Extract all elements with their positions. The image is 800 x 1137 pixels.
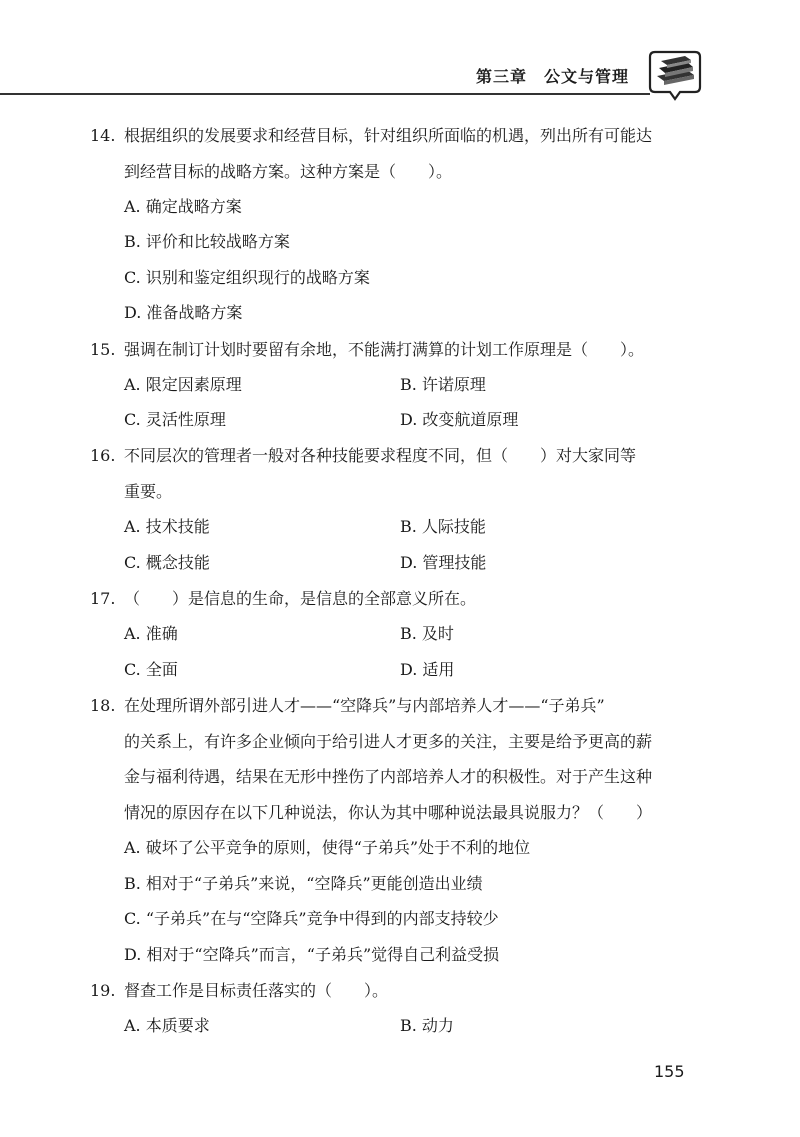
question-number: 17. (90, 589, 116, 608)
question-18-line-3: 金与福利待遇，结果在无形中挫伤了内部培养人才的积极性。对于产生这种 (124, 767, 653, 786)
question-15-line-1 (90, 340, 644, 360)
option-a: A. 限定因素原理 (124, 375, 242, 394)
question-text: （ ）是信息的生命，是信息的全部意义所在。 (124, 589, 477, 608)
question-14-line-2: 到经营目标的战略方案。这种方案是（ ）。 (124, 162, 453, 181)
question-number: 19. (90, 981, 116, 1000)
option-a: A. 本质要求 (124, 1016, 210, 1035)
question-text: 根据组织的发展要求和经营目标，针对组织所面临的机遇，列出所有可能达 (124, 126, 653, 145)
question-16-line-2: 重要。 (124, 482, 173, 501)
question-text: 不同层次的管理者一般对各种技能要求程度不同，但（ ）对大家同等 (124, 446, 637, 465)
option-b: B. 动力 (400, 1016, 454, 1035)
option-d: D. 相对于“空降兵”而言，“子弟兵”觉得自己利益受损 (124, 945, 500, 964)
option-d: D. 改变航道原理 (400, 410, 519, 429)
option-a: A. 技术技能 (124, 517, 210, 536)
option-c: C. “子弟兵”在与“空降兵”竞争中得到的内部支持较少 (124, 909, 499, 928)
option-d: D. 管理技能 (400, 553, 487, 572)
question-17-line-1 (90, 589, 476, 609)
option-c: C. 概念技能 (124, 553, 210, 572)
question-number: 16. (90, 446, 116, 465)
option-a: A. 准确 (124, 624, 178, 643)
question-19-line-1 (90, 981, 388, 1001)
question-text: 强调在制订计划时要留有余地，不能满打满算的计划工作原理是（ ）。 (124, 340, 645, 359)
option-d: D. 准备战略方案 (124, 303, 243, 322)
option-a: A. 确定战略方案 (124, 197, 242, 216)
question-number: 18. (90, 696, 116, 715)
option-d: D. 适用 (400, 660, 455, 679)
question-16-line-1 (90, 446, 636, 466)
option-b: B. 及时 (400, 624, 454, 643)
question-number: 15. (90, 340, 116, 359)
page-number: 155 (654, 1062, 685, 1081)
question-18-line-1 (90, 696, 605, 716)
option-b: B. 相对于“子弟兵”来说，“空降兵”更能创造出业绩 (124, 874, 483, 893)
option-b: B. 人际技能 (400, 517, 486, 536)
question-text: 督查工作是目标责任落实的（ ）。 (124, 981, 389, 1000)
question-18-line-2: 的关系上，有许多企业倾向于给引进人才更多的关注，主要是给予更高的薪 (124, 732, 653, 751)
option-a: A. 破坏了公平竞争的原则，使得“子弟兵”处于不利的地位 (124, 838, 531, 857)
question-text: 在处理所谓外部引进人才——“空降兵”与内部培养人才——“子弟兵” (124, 696, 605, 715)
question-18-line-4: 情况的原因存在以下几种说法，你认为其中哪种说法最具说服力？（ ） (124, 803, 653, 822)
option-b: B. 评价和比较战略方案 (124, 232, 290, 251)
question-number: 14. (90, 126, 116, 145)
question-14-line-1 (90, 126, 652, 146)
option-c: C. 识别和鉴定组织现行的战略方案 (124, 268, 370, 287)
option-c: C. 灵活性原理 (124, 410, 226, 429)
chapter-title: 第三章 公文与管理 (476, 67, 630, 86)
option-b: B. 许诺原理 (400, 375, 486, 394)
option-c: C. 全面 (124, 660, 178, 679)
